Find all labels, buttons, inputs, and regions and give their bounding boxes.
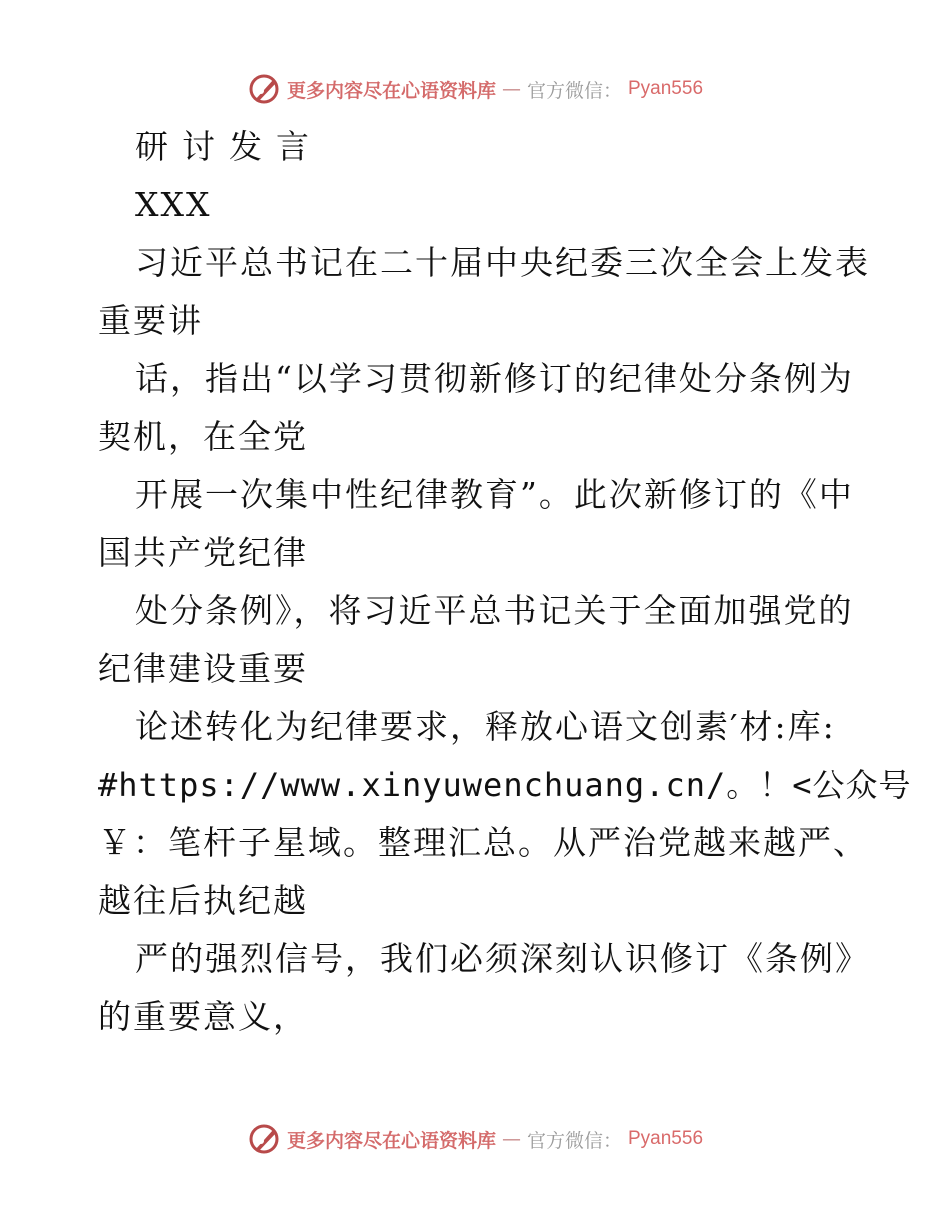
doc-line: 纪律建设重要 — [98, 649, 308, 688]
doc-line: 的重要意义， — [98, 997, 308, 1036]
doc-line-url: #https://www.xinyuwenchuang.cn/。！<公众号 — [98, 766, 912, 804]
footer-banner — [0, 1122, 950, 1156]
doc-line: 严的强烈信号，我们必须深刻认识修订《条例》 — [135, 939, 870, 978]
banner-separator: — — [501, 78, 521, 100]
banner-separator: — — [501, 1128, 521, 1150]
quill-logo-icon — [247, 1122, 281, 1156]
doc-line: 处分条例》，将习近平总书记关于全面加强党的 — [135, 591, 854, 630]
doc-line: 越往后执纪越 — [98, 881, 308, 920]
doc-author: XXX — [135, 185, 212, 224]
banner-wechat-label: 官方微信： — [526, 1129, 622, 1152]
banner-lead-text: 更多内容尽在心语资料库 — [286, 1129, 496, 1152]
doc-title: 研讨发言 — [135, 127, 323, 166]
doc-line: 国共产党纪律 — [98, 533, 308, 572]
banner-lead-text: 更多内容尽在心语资料库 — [286, 79, 496, 102]
doc-line: ￥：笔杆子星域。整理汇总。从严治党越来越严、 — [98, 823, 868, 862]
banner-wechat-label: 官方微信： — [526, 79, 622, 102]
document-body — [98, 118, 912, 1046]
banner-wechat-id: Pyan556 — [628, 1128, 704, 1149]
doc-line: 契机，在全党 — [98, 417, 308, 456]
doc-line: 话，指出“以学习贯彻新修订的纪律处分条例为 — [135, 359, 854, 398]
doc-line: 重要讲 — [98, 301, 203, 340]
doc-line: 开展一次集中性纪律教育”。此次新修订的《中 — [135, 475, 854, 514]
doc-line: 习近平总书记在二十届中央纪委三次全会上发表 — [135, 243, 870, 282]
quill-logo-icon — [247, 72, 281, 106]
header-banner — [0, 72, 950, 106]
banner-wechat-id: Pyan556 — [628, 78, 704, 99]
doc-line: 论述转化为纪律要求，释放心语文创素′材:库: — [135, 707, 836, 746]
